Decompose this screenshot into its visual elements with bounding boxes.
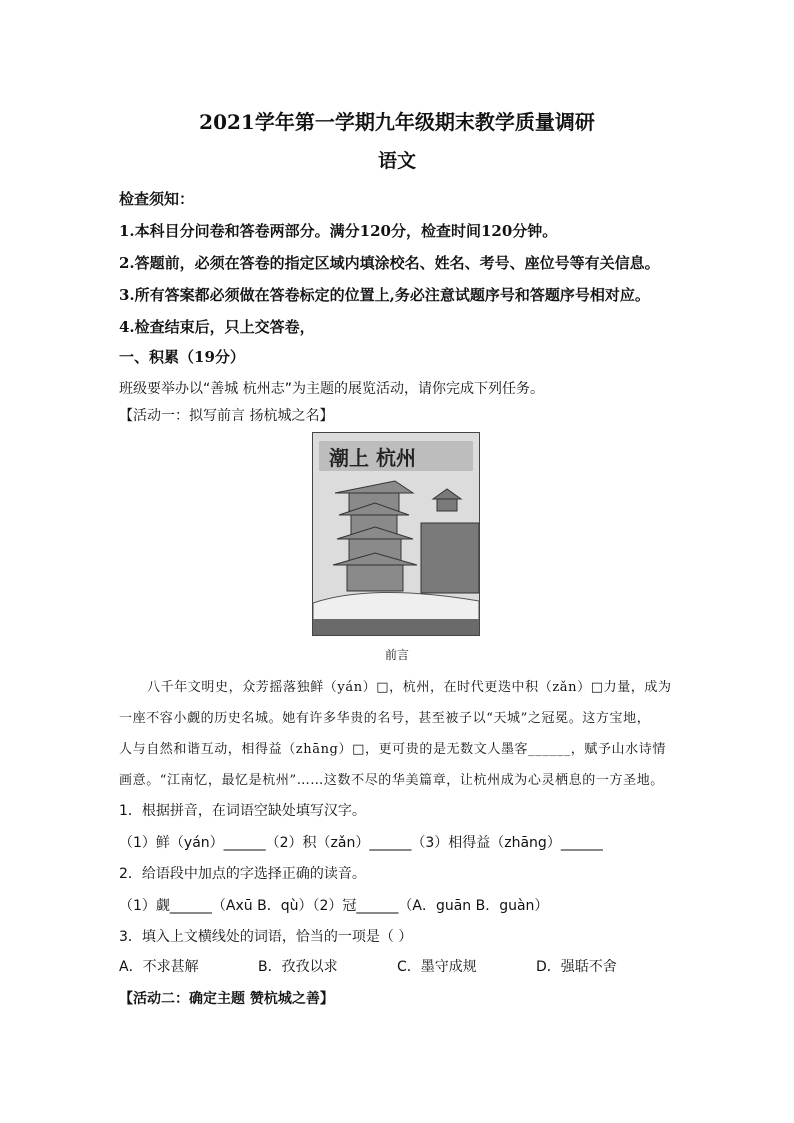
instructions-heading: 检查须知：	[119, 190, 195, 208]
activity-one-heading: 【活动一：拟写前言 扬杭城之名】	[119, 408, 334, 424]
question-2-blanks: （1）觑______（Axū B．qù）（2）冠______（A．guān B．guàn）	[119, 898, 549, 914]
pagoda-illustration	[313, 433, 479, 635]
activity-two-heading: 【活动二：确定主题 赞杭城之善】	[119, 991, 334, 1007]
section-intro: 班级要举办以“善城 杭州志”为主题的展览活动，请你完成下列任务。	[119, 381, 544, 397]
section-heading: 一、积累（19分）	[119, 348, 245, 366]
question-1: 1．根据拼音，在词语空缺处填写汉字。	[119, 803, 366, 819]
option-d: D．强聒不舍	[536, 959, 617, 975]
option-b: B．孜孜以求	[258, 959, 338, 975]
option-a: A．不求甚解	[119, 959, 199, 975]
passage-line-2: 一座不容小觑的历史名城。她有许多华贵的名号，甚至被子以“天城”之冠冕。这方宝地，	[119, 711, 651, 726]
instruction-item-2: 2.答题前，必须在答卷的指定区域内填涂校名、姓名、考号、座位号等有关信息。	[119, 254, 660, 272]
instruction-item-3: 3.所有答案都必须做在答卷标定的位置上,务必注意试题序号和答题序号相对应。	[119, 286, 650, 304]
question-1-blanks: （1）鲜（yán）______（2）积（zǎn）______（3）相得益（zhāng）______	[119, 835, 603, 851]
passage-line-1: 八千年文明史，众芳摇落独鲜（yán）□，杭州，在时代更迭中积（zǎn）□力量，成为	[147, 680, 672, 695]
exam-title: 2021学年第一学期九年级期末教学质量调研	[199, 110, 595, 134]
passage-line-4: 画意。“江南忆，最忆是杭州”……这数不尽的华美篇章，让杭州成为心灵栖息的一方圣地。	[119, 773, 664, 788]
option-c: C．墨守成规	[397, 959, 477, 975]
instruction-item-4: 4.检查结束后，只上交答卷，	[119, 318, 315, 336]
question-3: 3．填入上文横线处的词语，恰当的一项是（ ）	[119, 929, 413, 945]
question-2: 2．给语段中加点的字选择正确的读音。	[119, 866, 366, 882]
instruction-item-1: 1.本科目分问卷和答卷两部分。满分120分，检查时间120分钟。	[119, 222, 558, 240]
poster-title: 潮上 杭州	[329, 446, 416, 470]
poster-image	[312, 432, 480, 636]
passage-line-3: 人与自然和谐互动，相得益（zhāng）□，更可贵的是无数文人墨客______，赋予山水诗情	[119, 742, 666, 757]
subject-title: 语文	[377, 150, 416, 172]
figure-caption: 前言	[384, 648, 409, 662]
